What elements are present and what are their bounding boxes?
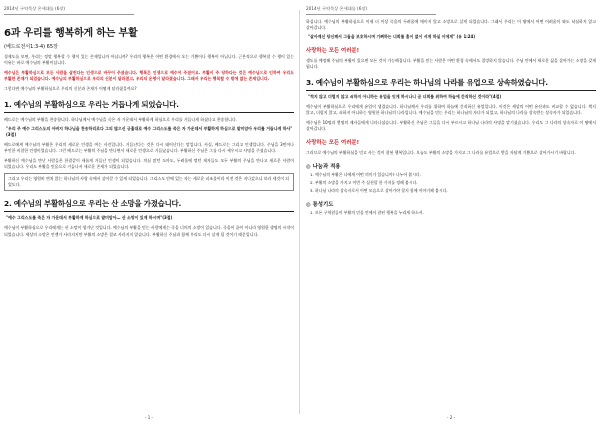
section-1-paragraph-3: 부활하신 예수님을 만난 사람들은 한결같이 새롭게 거듭난 인생이 되었습니다. 의심 많던 도마도, 두려움에 떨던 제자들도 모두 부활의 주님을 만나고 새로운 사람이 되었습니다. 우리도 부활을 믿음으로 거듭나서 새로운 존재가 되었습니다. [4, 158, 294, 170]
section-1-paragraph-2: 베드로에게 예수님의 부활은 우리의 새로운 인생을 여는 사건입니다. 거듭난다는 것은 다시 태어난다는 말입니다. 사실, 베드로는 그리고 인생입니다. 주님을 3번이나 부인한 비참한 인생이었습니다. 그런 베드로는 부활의 주님을 만나면서 새로운 인생으로 거듭났습니다. 부활하신 주님은 그를 다시 세우시고 사명을 주셨습니다. [4, 142, 294, 154]
scripture-reference: (베드로전서1:3-4) 65장 [4, 44, 58, 50]
section-3-heading: 3. 예수님이 부활하심으로 우리는 하나님의 나라를 유업으로 상속하였습니다. [306, 77, 596, 91]
page-divider [299, 10, 300, 414]
lesson-title: 6과 우리를 행복하게 하는 부활 [4, 28, 138, 39]
apply-item-2: 2. 부활의 소망을 가지고 이번 주 실천할 한 가지를 정해 봅시다. [310, 180, 418, 186]
subheading-beloved-2: 사랑하는 모든 여러분! [306, 140, 360, 147]
page-2 [306, 0, 596, 424]
closing-paragraph: 그러므로 예수님의 부활하심을 믿고 사는 것이 참된 행복입니다. 오늘도 부활의 소망을 가지고 그 나라를 유업으로 받을 자답게 기쁨으로 살아가시기 바랍니다. [306, 150, 576, 156]
page-number: - 1 - [145, 415, 153, 420]
jude-quote: "살아계신 당신께서 그들을 보호하시며 기뻐하는 너희를 흠이 없이 서게 하실 이에게" (유 1:24) [308, 34, 476, 40]
section-2-heading: 2. 예수님의 부활하심으로 우리는 산 소망을 가졌습니다. [4, 198, 294, 212]
prayer-item-1: 1. 모든 구역원들이 부활의 믿음 안에서 참된 행복을 누리게 하소서. [310, 209, 424, 215]
apply-item-3: 3. 하나님 나라의 상속자로서 어떤 모습으로 살아가야 할지 함께 이야기해 봅시다. [310, 188, 448, 194]
section-2-paragraph: 예수님이 부활하심으로 우리에게는 산 소망이 생겨난 것입니다. 예수님의 부활을 믿는 사람에게는 죽음 너머의 소망이 있습니다. 죽음이 끝이 아니라 영원한 생명의 시작이 되었습니다. 세상의 소망은 언젠가 사라지지만 부활의 소망은 결코 사라지지 않습니다. 부활하신 주님과 함께 우리도 다시 살게 될 것이기 때문입니다. [4, 225, 294, 237]
apply-item-1: 1. 예수님의 부활은 나에게 어떤 의미가 있습니까? 나누어 봅시다. [310, 172, 421, 178]
page-header: 2014년 구약묵상 온세대를 (6장) [306, 6, 436, 15]
section-3-quote: "썩지 않고 더럽지 않고 쇠하지 아니하는 유업을 잇게 하시나니 곧 너희를 위하여 하늘에 간직하신 것이라"(4절) [308, 94, 502, 100]
section-1-box: 그리고 우리는 영원히 변치 않는 하나님의 사랑 속에서 살아갈 수 있게 되었습니다. 그리스도 안에 있는 자는 새로운 피조물이라 이전 것은 지나갔으니 보라 새것이 되었도다. [4, 173, 294, 191]
intro-highlight: 예수님은 부활하심으로 모든 사람을 살린다는 인생으로 바꾸어 주셨습니다. 행복은 인생으로 예수어 주셨어요. 부활이 주 당하다는 것은 예수님으로 인하여 우리도 부활한 존재가 되었습니다. 예수님의 부활하심으로 우리의 신분이 달라졌고, 우리의 운명이 달라졌습니다. 그래서 우리는 행복할 수 밖에 없는 존재입니다. [4, 70, 294, 82]
page-1 [4, 0, 294, 424]
section-3-paragraph: 예수님이 부활하심으로 우리에게 유업이 생겼습니다. 하나님께서 우리를 위하여 하늘에 간직하신 유업입니다. 이것은 세상의 어떤 유산과도 비교할 수 없습니다. 썩지 않고, 더럽지 않고, 쇠하지 아니하는 영원한 하나님의 나라입니다. 예수님을 믿는 우리는 하나님의 자녀가 되었고, 하나님의 나라를 상속받는 상속자가 되었습니다. [306, 104, 596, 116]
section-1-quote: "우리 주 예수 그리스도의 아버지 하나님을 찬송하리로다 그의 많으신 긍휼대로 예수 그리스도를 죽은 자 가운데서 부활하게 하심으로 말미암아 우리를 거듭나게 하사" (3절) [6, 126, 293, 138]
section-1-paragraph: 베드로는 예수님의 부활을 찬송합니다. 하나님께서 예수님을 죽은 자 가운데서 부활하게 하심으로 우리를 거듭나게 하셨다고 찬송합니다. [4, 117, 238, 123]
beloved-paragraph: 생도를 예정해 주님의 부활이 있으면 모든 것이 가능해집니다. 부활을 믿는 사람은 어떤 환경 속에서도 절망하지 않습니다. 주님 안에서 새로운 삶을 살아가는 소망을 갖게 됩니다. [306, 58, 596, 70]
page-header: 2014년 구약묵상 온세대를 (6장) [4, 6, 134, 15]
section-3-paragraph-2: 예수님은 10명과 몇명의 제자들에게 나타나셨습니다. 부활하신 주님은 그들을 다시 부르시고 하나님 나라의 사명을 맡기셨습니다. 우리도 그 나라의 상속자로 이 땅에서 살아갑니다. [306, 120, 596, 132]
intro-paragraph: 경제도를 보면, 우리는 정말 행복할 수 행이 있는 존재입니까 아닙니까? 우리의 행복은 어떤 환경에서 오는 기쁨이나 행복이 아닙니다. 근본적으로 행복할 수 행이 있는 이유는 바로 예수님의 부활이십니다. [4, 54, 294, 66]
page-number: - 2 - [447, 415, 455, 420]
section-2-quote: "예수 그리스도를 죽은 자 가운데서 부활하게 하심으로 말미암아… 산 소망이 있게 하시며"(3절) [6, 215, 173, 221]
subheading-beloved: 사랑하는 모든 여러분! [306, 48, 360, 55]
section-1-heading: 1. 예수님의 부활하심으로 우리는 거듭나게 되었습니다. [4, 99, 294, 113]
lead-sentence: 그렇다면 예수님의 부활하심으로 우리의 신분과 존재가 어떻게 달라졌을까요? [4, 86, 137, 92]
apply-heading: ◎ 나눔과 적용 [306, 164, 341, 171]
continued-paragraph: 하십니다. 예수님의 부활하심으로 이제 더 이상 죽음의 두려움에 매이지 않고 소망으로 살게 되었습니다. 그래서 우리는 이 땅에서 어떤 어려움이 와도 낙심하지 않고 살아갑니다. [306, 19, 596, 31]
prayer-heading: ◎ 통성기도 [306, 201, 334, 208]
